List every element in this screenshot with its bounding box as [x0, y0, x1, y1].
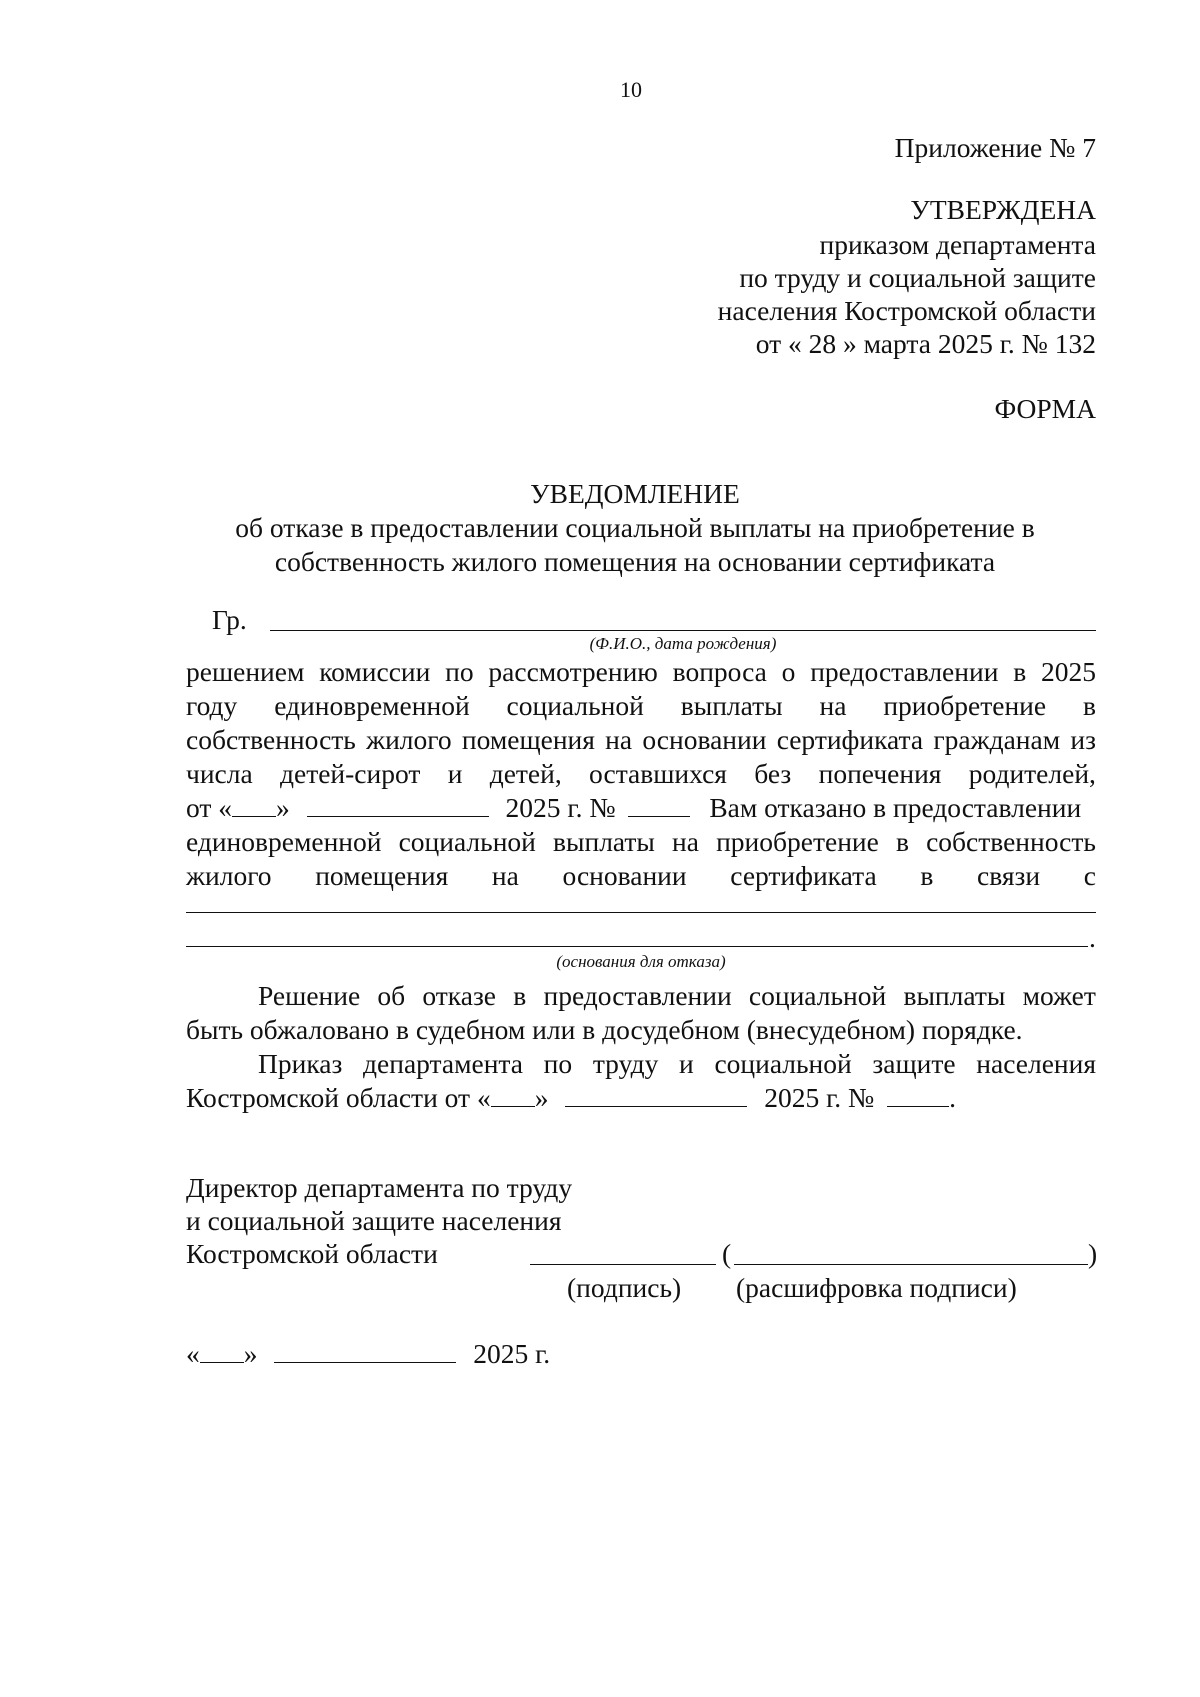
word: и [679, 1048, 694, 1079]
word: единовременной [274, 690, 470, 721]
word: приобретение [883, 690, 1047, 721]
decision-line-4 [186, 758, 1096, 790]
decision-line-2 [186, 690, 1096, 722]
word: собственность [926, 826, 1096, 857]
word: жилого [366, 724, 452, 755]
citizen-field-hint: (Ф.И.О., дата рождения) [589, 634, 777, 653]
word: социальной [748, 980, 887, 1011]
word: о [781, 656, 796, 687]
word: единовременной [186, 826, 382, 857]
word: предоставлении [543, 980, 732, 1011]
order-line-2 [186, 1082, 956, 1114]
word: об [377, 980, 406, 1011]
footer-date-close: » [243, 1338, 258, 1369]
document-subtitle-line-2: собственность жилого помещения на основании сертификата [274, 546, 996, 577]
appeal-line-1 [258, 980, 1096, 1012]
word: департамента [363, 1048, 523, 1079]
word: родителей, [968, 758, 1096, 789]
word: в [1013, 656, 1027, 687]
word: отказе [422, 980, 497, 1011]
appendix-label: Приложение № 7 [894, 132, 1096, 163]
decision-line-6 [186, 826, 1096, 858]
order-period: . [949, 1082, 956, 1113]
document-subtitle-line-1: об отказе в предоставлении социальной выплаты на приобретение в [235, 512, 1035, 543]
word: сертификата [776, 724, 924, 755]
decision-number-field[interactable] [628, 792, 690, 817]
word: по [445, 656, 474, 687]
word: выплаты [680, 690, 783, 721]
word: без [754, 758, 792, 789]
word: социальной [506, 690, 644, 721]
word: оставшихся [589, 758, 727, 789]
order-day-field[interactable] [491, 1082, 535, 1107]
reason-field-line-1[interactable] [186, 912, 1096, 913]
word: с [1083, 860, 1096, 891]
word: основании [642, 724, 767, 755]
word: в [1082, 690, 1096, 721]
word: может [1022, 980, 1096, 1011]
word: Решение [258, 980, 361, 1011]
word: и [447, 758, 463, 789]
footer-month-field[interactable] [274, 1338, 456, 1363]
decode-paren-close: ) [1088, 1238, 1098, 1269]
approved-by-line-3: населения Костромской области [717, 295, 1096, 326]
decision-month-field[interactable] [307, 792, 489, 817]
signature-hint: (подпись) [567, 1272, 682, 1303]
word: помещения [315, 860, 449, 891]
citizen-name-field[interactable] [270, 630, 1096, 631]
reason-period: . [1089, 922, 1096, 953]
decision-year-number: 2025 г. № [505, 792, 616, 823]
word: собственность [186, 724, 356, 755]
order-date-open: Костромской области от « [186, 1082, 491, 1113]
word: рассмотрению [488, 656, 658, 687]
word: приобретение [716, 826, 879, 857]
word: году [186, 690, 238, 721]
word: из [1070, 724, 1096, 755]
word: сертификата [730, 860, 877, 891]
signature-decode-field[interactable] [734, 1264, 1088, 1265]
word: труду [592, 1048, 659, 1079]
word: социальной [398, 826, 536, 857]
word: детей, [489, 758, 562, 789]
decision-line-3 [186, 724, 1096, 756]
word: в [895, 826, 909, 857]
word: связи [977, 860, 1041, 891]
word: комиссии [319, 656, 431, 687]
approved-label: УТВЕРЖДЕНА [910, 194, 1096, 225]
word: выплаты [903, 980, 1006, 1011]
signature-field[interactable] [530, 1264, 716, 1265]
word: гражданам [933, 724, 1061, 755]
decision-line-5 [186, 792, 1081, 824]
signatory-title-line-3: Костромской области [186, 1238, 438, 1269]
signature-decode-hint: (расшифровка подписи) [736, 1272, 1017, 1303]
appeal-line-2: быть обжаловано в судебном или в досудебном (внесудебном) порядке. [186, 1014, 1023, 1045]
decision-date-close: » [276, 792, 290, 823]
word: на [819, 690, 847, 721]
approved-date: от « 28 » марта 2025 г. № 132 [755, 328, 1096, 359]
form-label: ФОРМА [994, 393, 1096, 424]
order-date-close: » [534, 1082, 549, 1113]
approved-by-line-1: приказом департамента [819, 229, 1096, 260]
footer-date [186, 1338, 550, 1370]
word: по [543, 1048, 573, 1079]
citizen-prefix: Гр. [212, 604, 247, 635]
decision-refusal-text: Вам отказано в предоставлении [709, 792, 1082, 823]
word: основании [562, 860, 687, 891]
footer-date-open: « [186, 1338, 200, 1369]
word: на [491, 860, 519, 891]
decode-paren-open: ( [722, 1238, 732, 1269]
signatory-title-line-1: Директор департамента по труду [186, 1172, 573, 1203]
word: попечения [818, 758, 942, 789]
word: вопроса [672, 656, 767, 687]
decision-line-1 [186, 656, 1096, 688]
word: в [920, 860, 934, 891]
word: защите [872, 1048, 956, 1079]
word: выплаты [553, 826, 655, 857]
word: жилого [186, 860, 272, 891]
order-month-field[interactable] [565, 1082, 747, 1107]
word: помещения [461, 724, 595, 755]
order-number-field[interactable] [887, 1082, 949, 1107]
word: числа [186, 758, 253, 789]
page-number: 10 [620, 77, 642, 102]
word: на [605, 724, 633, 755]
word: 2025 [1041, 656, 1096, 687]
word: Приказ [258, 1048, 343, 1079]
signatory-title-line-2: и социальной защите населения [186, 1205, 562, 1236]
word: на [672, 826, 699, 857]
footer-day-field[interactable] [200, 1338, 244, 1363]
order-year-number: 2025 г. № [764, 1082, 875, 1113]
reason-field-line-2[interactable] [186, 946, 1088, 947]
approved-by-line-2: по труду и социальной защите [739, 262, 1096, 293]
word: решением [186, 656, 305, 687]
decision-line-7 [186, 860, 1096, 892]
word: предоставлении [810, 656, 999, 687]
document-title: УВЕДОМЛЕНИЕ [530, 478, 740, 509]
footer-year: 2025 г. [473, 1338, 551, 1369]
reason-field-hint: (основания для отказа) [556, 952, 726, 971]
order-line-1 [258, 1048, 1096, 1080]
decision-date-open: от « [186, 792, 233, 823]
word: в [513, 980, 527, 1011]
word: социальной [714, 1048, 852, 1079]
word: населения [976, 1048, 1096, 1079]
word: детей-сирот [280, 758, 421, 789]
decision-day-field[interactable] [232, 792, 276, 817]
